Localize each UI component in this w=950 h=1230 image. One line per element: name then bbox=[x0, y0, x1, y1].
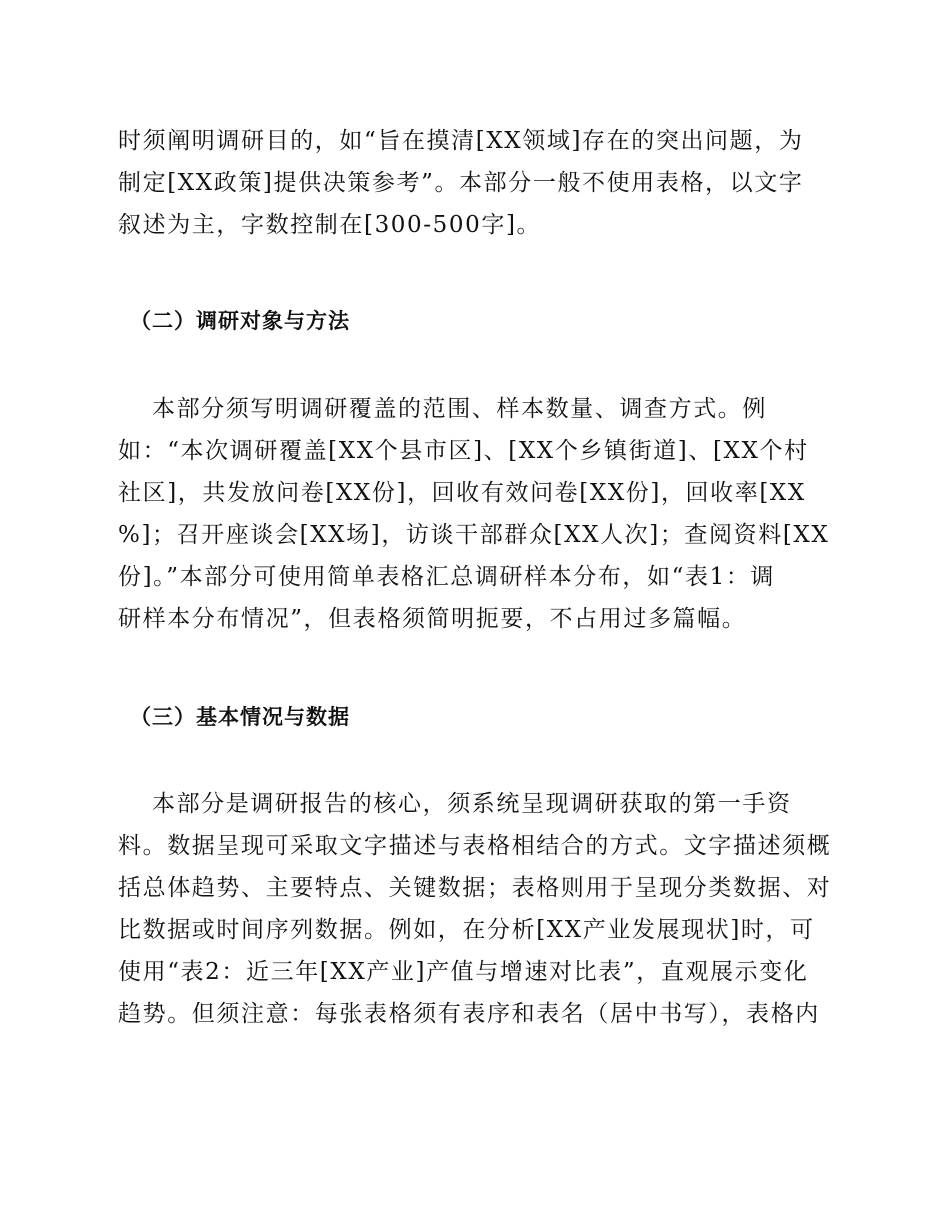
paragraph-line: 料。数据呈现可采取文字描述与表格相结合的方式。文字描述须概 bbox=[118, 833, 832, 859]
paragraph-line: 括总体趋势、主要特点、关键数据；表格则用于呈现分类数据、对 bbox=[118, 875, 832, 901]
paragraph-line: 如：“本次调研覆盖[XX个县市区]、[XX个乡镇街道]、[XX个村 bbox=[118, 438, 809, 464]
paragraph-line: 叙述为主，字数控制在[300-500字]。 bbox=[118, 212, 542, 238]
paragraph-line: 本部分须写明调研覆盖的范围、样本数量、调查方式。例 bbox=[152, 396, 767, 422]
paragraph-line: 社区]，共发放问卷[XX份]，回收有效问卷[XX份]，回收率[XX bbox=[118, 480, 806, 506]
section-heading-2: （二）调研对象与方法 bbox=[130, 309, 350, 333]
paragraph-line: 趋势。但须注意：每张表格须有表序和表名（居中书写），表格内 bbox=[118, 1001, 820, 1027]
paragraph-line: 时须阐明调研目的，如“旨在摸清[XX领域]存在的突出问题，为 bbox=[118, 128, 804, 154]
paragraph-line: 份]。”本部分可使用简单表格汇总调研样本分布，如“表1：调 bbox=[118, 564, 776, 590]
section-heading-3: （三）基本情况与数据 bbox=[130, 705, 350, 729]
paragraph-line: 研样本分布情况”，但表格须简明扼要，不占用过多篇幅。 bbox=[118, 606, 747, 632]
paragraph-line: 本部分是调研报告的核心，须系统呈现调研获取的第一手资 bbox=[152, 791, 792, 817]
paragraph-line: 使用“表2：近三年[XX产业]产值与增速对比表”，直观展示变化 bbox=[118, 959, 809, 985]
paragraph-line: 比数据或时间序列数据。例如，在分析[XX产业发展现状]时，可 bbox=[118, 917, 815, 943]
paragraph-line: 制定[XX政策]提供决策参考”。本部分一般不使用表格，以文字 bbox=[118, 170, 804, 196]
paragraph-line: %]；召开座谈会[XX场]，访谈干部群众[XX人次]；查阅资料[XX bbox=[118, 522, 830, 548]
